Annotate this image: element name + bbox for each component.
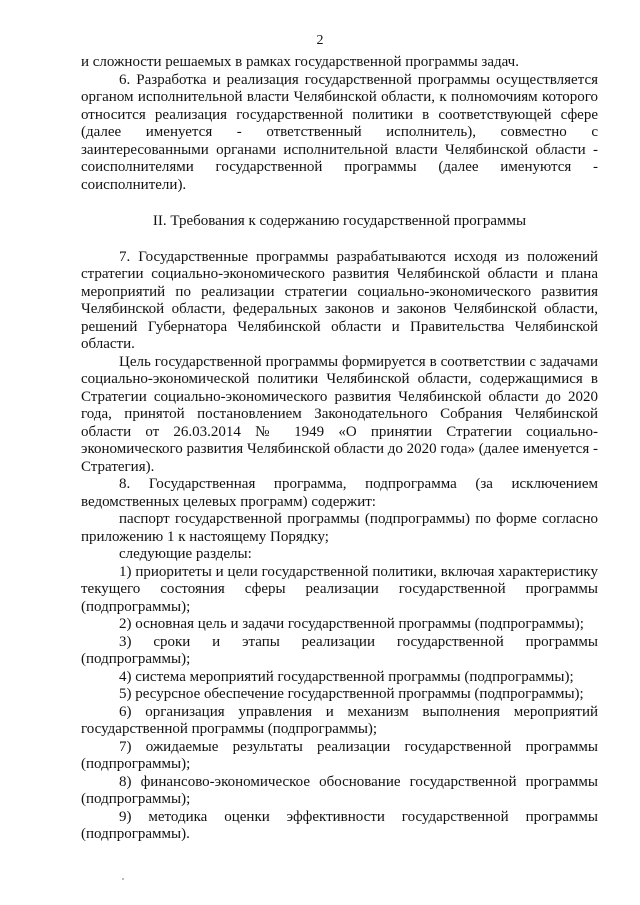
paragraph-8: 8. Государственная программа, подпрограмма (за исключением ведомственных целевых программ) содержит:: [81, 476, 598, 510]
list-item: 5) ресурсное обеспечение государственной программы (подпрограммы);: [119, 686, 584, 702]
list-item: 1) приоритеты и цели государственной политики, включая характеристику текущего состояния сферы реализации государственной программы (подпрограммы);: [81, 563, 598, 615]
paragraph-8-sections: следующие разделы:: [119, 546, 252, 562]
list-item: 3) сроки и этапы реализации государственной программы (подпрограммы);: [81, 633, 598, 667]
list-item: 2) основная цель и задачи государственной программы (подпрограммы);: [119, 616, 584, 632]
paragraph-7: 7. Государственные программы разрабатываются исходя из положений стратегии социально-экономического развития Челябинской области и плана мероприятий по реализации стратегии социально-экономического развития Челябинской области, федеральных законов и законов Челябинской области, решений Губернатора Челябинской области и Правительства Челябинской области.: [81, 248, 598, 352]
paragraph-continuation: и сложности решаемых в рамках государственной программы задач.: [81, 54, 519, 70]
list-item: 4) система мероприятий государственной программы (подпрограммы);: [119, 668, 574, 685]
list-item: 8) финансово-экономическое обоснование государственной программы (подпрограммы);: [81, 773, 598, 807]
list-item: 6) организация управления и механизм выполнения мероприятий государственной программы (подпрограммы);: [81, 703, 598, 737]
scan-speck: [122, 878, 124, 880]
list-item: 9) методика оценки эффективности государственной программы (подпрограммы).: [81, 808, 598, 842]
list-item: 7) ожидаемые результаты реализации государственной программы (подпрограммы);: [81, 738, 598, 772]
paragraph-8-passport: паспорт государственной программы (подпрограммы) по форме согласно приложению 1 к настоящему Порядку;: [81, 511, 598, 545]
document-body: [81, 54, 598, 844]
paragraph-6: 6. Разработка и реализация государственной программы осуществляется органом исполнительной власти Челябинской области, к полномочиям которого относится реализация государственной политики в соответствующей сфере (далее именуется - ответственный исполнитель), совместно с заинтересованными органами исполнительной власти Челябинской области - соисполнителями государственной программы (далее именуются - соисполнители).: [81, 71, 598, 193]
page-number: 2: [316, 33, 324, 48]
paragraph-7-goal: Цель государственной программы формируется в соответствии с задачами социально-экономической политики Челябинской области, содержащимися в Стратегии социально-экономического развития Челябинской области до 2020 года, принятой постановлением Законодательного Собрания Челябинской области от 26.03.2014 № 1949 «О принятии Стратегии социально-экономического развития Челябинской области до 2020 года» (далее именуется - Стратегия).: [81, 353, 598, 475]
section-heading: II. Требования к содержанию государственной программы: [152, 213, 527, 229]
